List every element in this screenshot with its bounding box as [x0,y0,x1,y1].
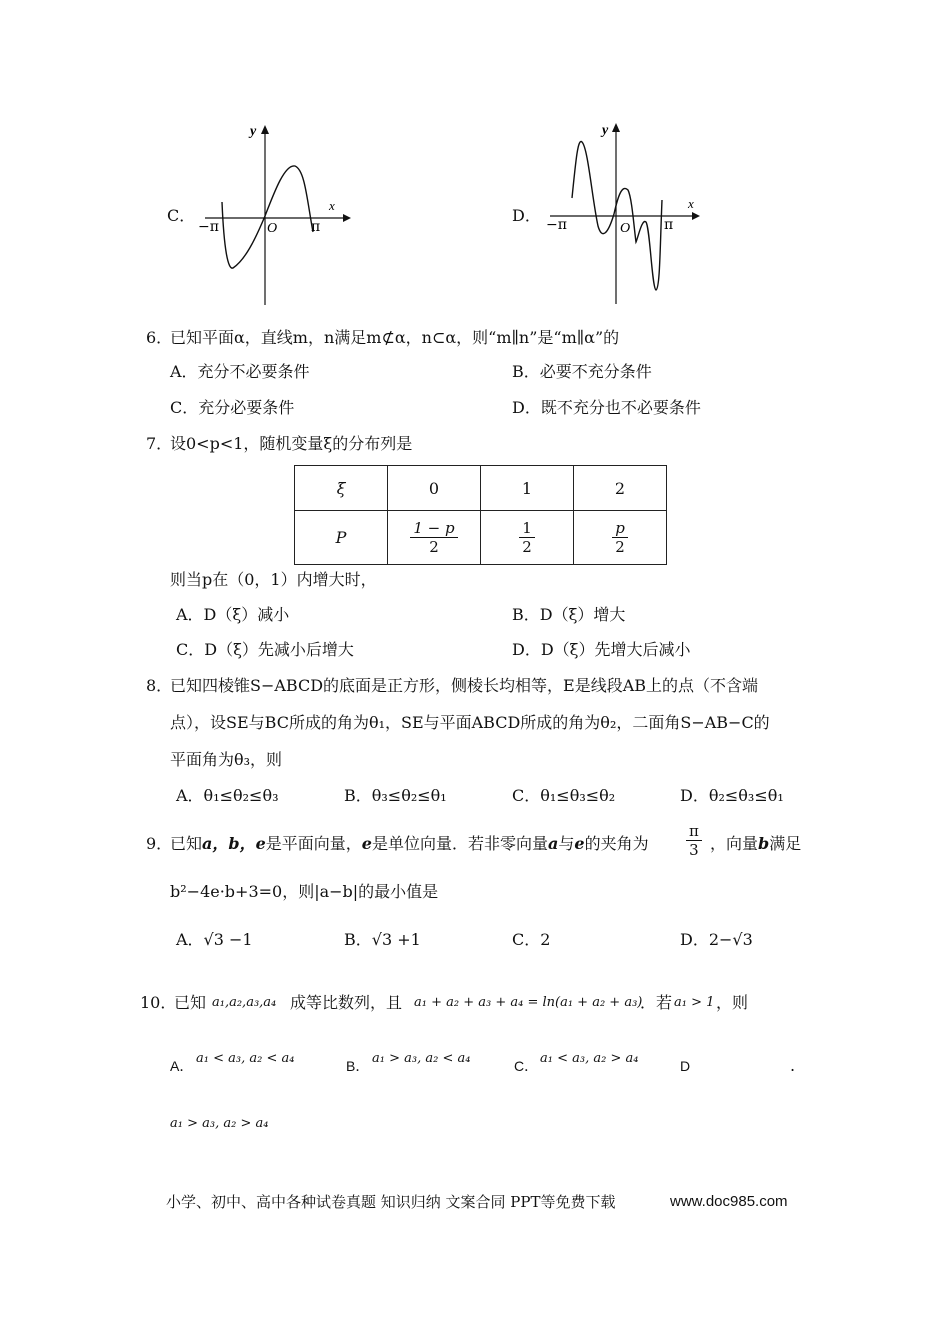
graph-d-x-label: x [688,196,694,211]
q6-option-a: A．充分不必要条件 [170,362,310,381]
q8-option-c: C．θ₁≤θ₃≤θ₂ [512,786,616,805]
footer-url[interactable]: www.doc985.com [670,1193,788,1210]
q9-number: 9． [146,834,173,853]
q6-option-c: C．充分必要条件 [170,398,295,417]
table-cell-prob-1 [481,511,574,565]
q7-option-a: A．D（ξ）减小 [176,605,290,624]
q8-line-3: 平面角为θ₃，则 [170,750,283,769]
q10-option-c-label: C． [514,1058,539,1074]
q9-line-1: 已知a，b，e是平面向量，e是单位向量．若非零向量a与e的夹角为 [170,834,649,853]
q8-option-d: D．θ₂≤θ₃≤θ₁ [680,786,784,805]
q10-option-d-label: D [680,1058,691,1074]
q10-equation: a₁ + a₂ + a₃ + a₄ = ln(a₁ + a₂ + a₃) [414,995,643,1010]
q10-intro: 已知 [174,993,207,1012]
q9-option-d: D．2−√3 [680,930,753,949]
q10-option-d: a₁ > a₃, a₂ > a₄ [170,1116,269,1131]
graph-c-y-label: y [250,124,257,139]
graph-c [195,120,355,310]
frac-num: p [612,519,628,538]
q10-option-a-label: A． [170,1058,194,1074]
graph-c-neg-pi: −π [198,219,219,235]
q7-then: 则当p在（0，1）内增大时， [170,570,377,589]
table-cell-prob-2 [574,511,667,565]
q7-option-b: B．D（ξ）增大 [512,605,626,624]
q10-number: 10． [140,993,177,1012]
q8-option-a: A．θ₁≤θ₂≤θ₃ [176,786,279,805]
frac-den: 2 [429,538,439,556]
footer-text: 小学、初中、高中各种试卷真题 知识归纳 文案合同 PPT等免费下载 [166,1193,616,1211]
q10-option-a: a₁ < a₃, a₂ < a₄ [196,1051,295,1066]
q10-option-b: a₁ > a₃, a₂ < a₄ [372,1051,471,1066]
q10-option-b-label: B． [346,1058,370,1074]
table-cell-prob-0 [388,511,481,565]
q8-line-1: 已知四棱锥S−ABCD的底面是正方形，侧棱长均相等，E是线段AB上的点（不含端 [170,676,759,695]
q9-line-2: b²−4e·b+3=0，则|a−b|的最小值是 [170,882,439,901]
table-header-xi: ξ [295,466,388,511]
q10-condition: a₁ > 1 [674,995,715,1010]
table-header-2: 2 [574,466,667,511]
q6-stem: 已知平面α，直线m，n满足m⊄α，n⊂α，则“m∥n”是“m∥α”的 [170,328,620,347]
q9-option-c: C．2 [512,930,551,949]
q7-number: 7． [146,434,173,453]
q10-text-4: ，则 [716,993,749,1012]
q8-number: 8． [146,676,173,695]
q10-option-c: a₁ < a₃, a₂ > a₄ [540,1051,639,1066]
q6-number: 6． [146,328,173,347]
q7-option-c: C．D（ξ）先减小后增大 [176,640,354,659]
q9-angle-fraction: $\frac{\pi}{3}$ [686,822,702,859]
table-header-1: 1 [481,466,574,511]
q9-option-b: B．√3 +1 [344,930,421,949]
frac-den: 2 [522,538,532,556]
table-header-0: 0 [388,466,481,511]
q6-option-b: B．必要不充分条件 [512,362,652,381]
q9-option-a: A．√3 −1 [176,930,253,949]
frac-den: 2 [615,538,625,556]
q10-text-3: ．若 [640,993,673,1012]
graph-c-pi: π [311,219,321,235]
graph-d-y-label: y [602,123,609,138]
q9-line-1-end: ，向量b满足 [710,834,802,853]
table-row-label-p: P [295,511,388,565]
q8-line-2: 点），设SE与BC所成的角为θ₁，SE与平面ABCD所成的角为θ₂，二面角S−AB−C的 [170,713,770,732]
option-d-label: D． [512,206,541,225]
q10-option-d-dot: . [790,1056,796,1075]
distribution-table [294,465,667,565]
graph-d-neg-pi: −π [546,217,567,233]
frac-num: 1 − p [410,519,457,538]
graph-c-origin: O [267,221,278,236]
q10-sequence: a₁,a₂,a₃,a₄ [212,995,277,1010]
q6-option-d: D．既不充分也不必要条件 [512,398,701,417]
graph-d [540,118,705,308]
graph-d-origin: O [620,221,631,236]
q7-option-d: D．D（ξ）先增大后减小 [512,640,691,659]
q7-stem: 设0<p<1，随机变量ξ的分布列是 [170,434,413,453]
q8-option-b: B．θ₃≤θ₂≤θ₁ [344,786,447,805]
frac-num: 1 [519,519,535,538]
graph-c-x-label: x [329,198,335,213]
option-c-label: C． [167,206,196,225]
graph-d-pi: π [664,217,674,233]
q10-text-2: 成等比数列，且 [290,993,403,1012]
